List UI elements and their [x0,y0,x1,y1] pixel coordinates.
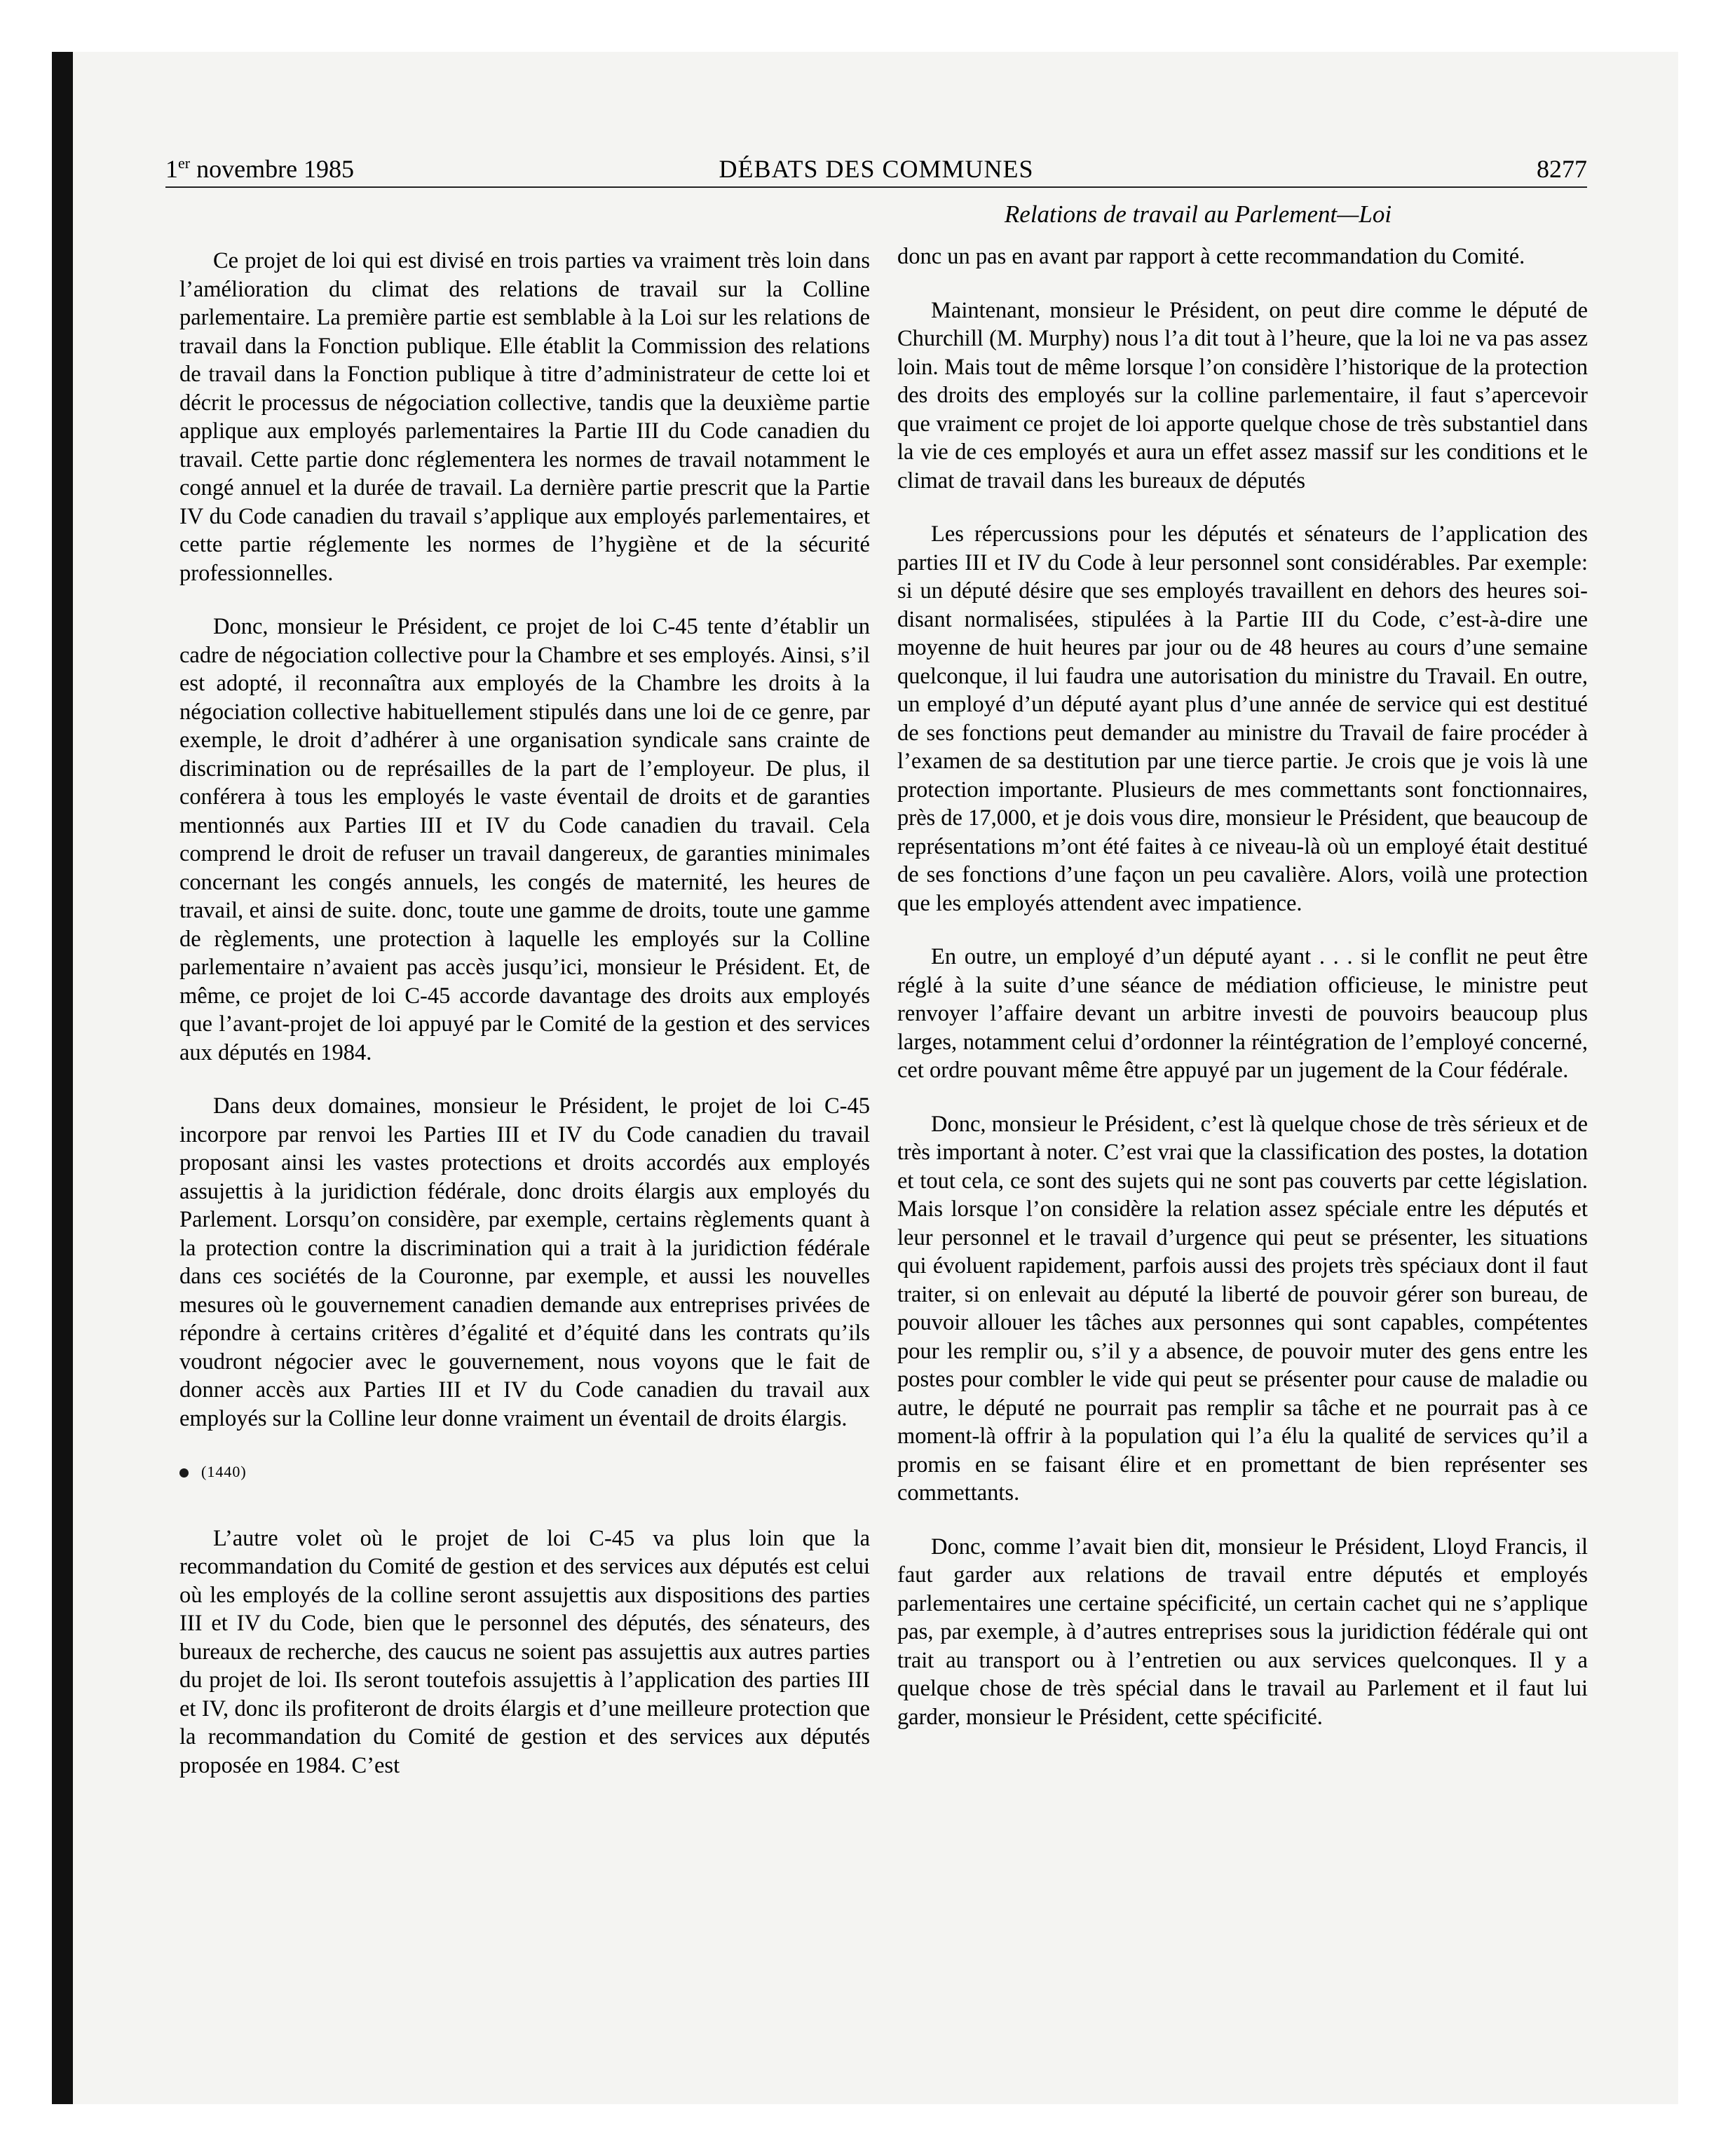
header-page-number: 8277 [1537,155,1587,183]
right-column [897,243,1588,1756]
left-column [179,247,870,1805]
page-header [165,154,1587,188]
paragraph: Dans deux domaines, monsieur le Président, le projet de loi C-45 incorpore par renvoi les Parties III et IV du Code canadien du travail proposant ainsi les vastes protections et droits accordés aux employés assujettis à la juridiction fédérale, donc droits élargis aux employés du Parlement. Lorsqu’on considère, par exemple, certains règlements quant à la protection contre la discrimination qui a trait à la juridiction fédérale dans ces sociétés de la Couronne, par exemple, et aussi les nouvelles mesures où le gouvernement canadien demande aux entreprises privées de répondre à certains critères d’égalité et d’équité dans les contrats qu’ils voudront négocier avec le gouvernement, nous voyons que le fait de donner accès aux Parties III et IV du Code canadien du travail aux employés sur la Colline leur donne vraiment un éventail de droits élargis. [179,1093,870,1431]
time-marker [179,1458,870,1487]
section-subheader: Relations de travail au Parlement—Loi [1004,200,1392,228]
paragraph: Les répercussions pour les députés et sénateurs de l’application des parties III et IV du Code à leur personnel sont considérables. Par exemple: si un député désire que ses employés travaillent en dehors des heures soi-disant normalisées, stipulées à la Partie III du Code, c’est-à-dire une moyenne de huit heures par jour ou de 48 heures au cours d’une semaine quelconque, il lui faudra une autorisation du ministre du Travail. En outre, un employé d’un député ayant plus d’une année de service qui est destitué de ses fonctions peut demander au ministre du Travail de faire procéder à l’examen de sa destitution par une tierce partie. Je crois que je vois là une protection importante. Plusieurs de mes commettants sont fonctionnaires, près de 17,000, et je dois vous dire, monsieur le Président, que beaucoup de représentations m’ont été faites à ce niveau-là où un employé était destitué de ses fonctions d’une façon un peu cavalière. Alors, voilà une protection que les employés attendent avec impatience. [897,521,1588,916]
bullet-dot-icon [179,1468,189,1478]
paragraph: donc un pas en avant par rapport à cette recommandation du Comité. [897,244,1525,269]
paragraph: Donc, monsieur le Président, c’est là quelque chose de très sérieux et de très important à noter. C’est vrai que la classification des postes, la dotation et tout cela, ce sont des sujets qui ne sont pas couverts par cette législation. Mais lorsque l’on considère la relation assez spéciale entre les députés et leur personnel et le travail d’urgence qui peut se présenter, les situations qui évoluent rapidement, parfois aussi des projets très spéciaux dont il faut traiter, si on enlevait au député la liberté de pouvoir gérer son bureau, de pouvoir allouer les tâches aux personnes qui sont capables, compétentes pour les remplir ou, s’il y a absence, de pouvoir muter des gens entre les postes pour combler le vide qui peut se présenter pour cause de maladie ou autre, le député ne pourrait pas remplir sa tâche et ne pourrait pas à ce moment-là offrir à la population qui l’a élu la qualité de services qu’il a promis en se faisant élire et en promettant de bien représenter ses commettants. [897,1111,1588,1506]
paragraph: Donc, comme l’avait bien dit, monsieur le Président, Lloyd Francis, il faut garder aux relations de travail entre députés et employés parlementaires une certaine spécificité, un certain cachet qui ne s’applique pas, par exemple, à d’autres entreprises sous la juridiction fédérale qui ont trait au transport ou à l’entretien ou aux services quelconques. Il y a quelque chose de très spécial dans le travail au Parlement et il faut lui garder, monsieur le Président, cette spécificité. [897,1534,1588,1730]
paragraph: Maintenant, monsieur le Président, on peut dire comme le député de Churchill (M. Murphy) nous l’a dit tout à l’heure, que la loi ne va pas assez loin. Mais tout de même lorsque l’on considère l’historique de la protection des droits des employés sur la colline parlementaire, il faut s’apercevoir que vraiment ce projet de loi apporte quelque chose de très substantiel dans la vie de ces employés et aura un effet assez massif sur les conditions et le climat de travail dans les bureaux de députés [897,297,1588,493]
paragraph: L’autre volet où le projet de loi C-45 va plus loin que la recommandation du Comité de gestion et des services aux députés est celui où les employés de la colline seront assujettis aux dispositions des parties III et IV du Code, bien que le personnel des députés, des sénateurs, des bureaux de recherche, des caucus ne soient pas assujettis aux autres parties du projet de loi. Ils seront toutefois assujettis à l’application des parties III et IV, donc ils profiteront de droits élargis et d’une meilleure protection que la recommandation du Comité de gestion et des services aux députés proposée en 1984. C’est [179,1525,870,1778]
paragraph: Donc, monsieur le Président, ce projet de loi C-45 tente d’établir un cadre de négociation collective pour la Chambre et ses employés. Ainsi, s’il est adopté, il reconnaîtra aux employés de la Chambre les droits à la négociation collective habituellement stipulés dans une loi de ce genre, par exemple, le droit d’adhérer à une organisation syndicale sans crainte de discrimination ou de représailles de la part de l’employeur. De plus, il conférera à tous les employés le vaste éventail de droits et de garanties mentionnés aux Parties III et IV du Code canadien du travail. Cela comprend le droit de refuser un travail dangereux, de garanties minimales concernant les congés annuels, les congés de maternité, les heures de travail, et ainsi de suite. donc, toute une gamme de droits, toute une gamme de règlements, une protection à laquelle les employés sur la Colline parlementaire n’avaient pas accès jusqu’ici, monsieur le Président. Et, de même, ce projet de loi C-45 accorde davantage des droits aux employés que l’avant-projet de loi appuyé par le Comité de la gestion et des services aux députés en 1984. [179,614,870,1065]
paragraph: En outre, un employé d’un député ayant . . . si le conflit ne peut être réglé à la suite d’une séance de médiation officieuse, le ministre peut renvoyer l’affaire devant un arbitre investi de pouvoirs beaucoup plus larges, notamment celui d’ordonner la réintégration de l’employé concerné, cet ordre pouvant même être appuyé par un jugement de la Cour fédérale. [897,944,1588,1083]
scan-edge-shadow [52,52,73,2104]
paragraph: Ce projet de loi qui est divisé en trois parties va vraiment très loin dans l’amélioration du climat des relations de travail sur la Colline parlementaire. La première partie est semblable à la Loi sur les relations de travail dans la Fonction publique. Elle établit la Commission des relations de travail dans la Fonction publique à titre d’administrateur de cette loi et décrit le processus de négociation collective, tandis que la deuxième partie applique aux employés parlementaires la Partie III du Code canadien du travail. Cette partie donc réglementera les normes de travail notamment le congé annuel et la durée de travail. La dernière partie prescrit que la Partie IV du Code canadien du travail s’applique aux employés parlementaires, et cette partie réglemente les normes de l’hygiène et de la sécurité professionnelles. [179,248,870,586]
header-date: 1er novembre 1985 [165,154,355,183]
time-marker-label: (1440) [201,1463,247,1480]
header-title: DÉBATS DES COMMUNES [719,155,1034,183]
